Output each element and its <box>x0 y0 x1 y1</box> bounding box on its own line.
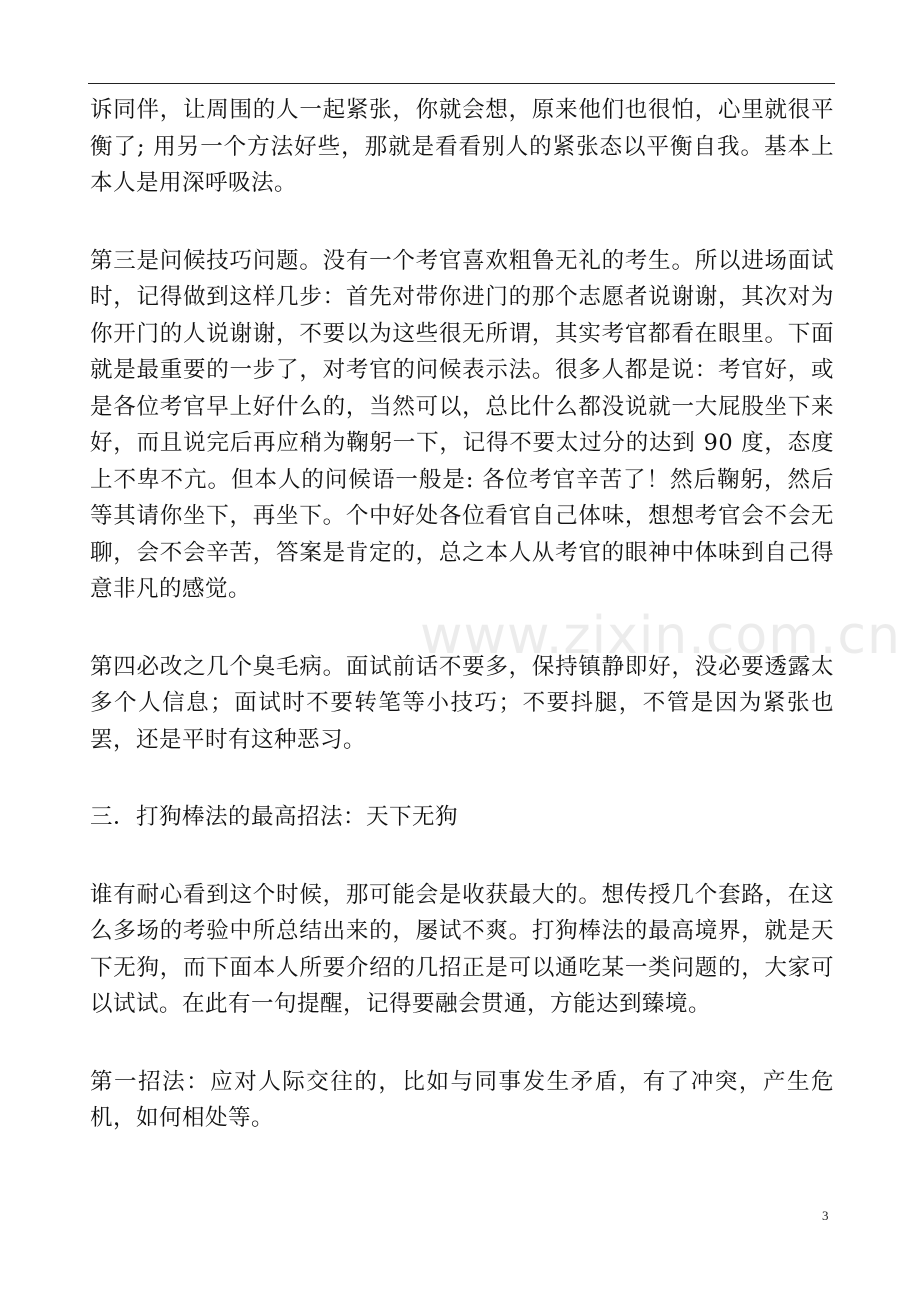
section-heading: 三．打狗棒法的最高招法：天下无狗 <box>90 804 459 830</box>
paragraph-greeting-skills: 第三是问候技巧问题。没有一个考官喜欢粗鲁无礼的考生。所以进场面试时，记得做到这样几步：首先对带你进门的那个志愿者说谢谢，其次对为你开门的人说谢谢，不要以为这些很无所谓，其实考官都看在眼里。下面就是最重要的一步了，对考官的问候表示法。很多人都是说：考官好，或是各位考官早上好什么的，当然可以，总比什么都没说就一大屁股坐下来好，而且说完后再应稍为鞠躬一下，记得不要太过分的达到 90 度，态度上不卑不亢。但本人的问候语一般是: 各位考官辛苦了！然后鞠躬，然后等其请你坐下，再坐下。个中好处各位看官自己体味，想想考官会不会无聊，会不会辛苦，答案是肯定的，总之本人从考官的眼神中体味到自己得意非凡的感觉。 <box>90 247 834 602</box>
header-rule <box>88 83 835 84</box>
paragraph-breathing: 诉同伴，让周围的人一起紧张，你就会想，原来他们也很怕，心里就很平衡了; 用另一个方法好些，那就是看看别人的紧张态以平衡自我。基本上本人是用深呼吸法。 <box>90 97 834 196</box>
paragraph-first-move: 第一招法：应对人际交往的，比如与同事发生矛盾，有了冲突，产生危机，如何相处等。 <box>90 1068 834 1131</box>
paragraph-bad-habits: 第四必改之几个臭毛病。面试前话不要多，保持镇静即好，没必要透露太多个人信息；面试时不要转笔等小技巧；不要抖腿，不管是因为紧张也罢，还是平时有这种恶习。 <box>90 653 834 753</box>
watermark: www.zixin.com.cn <box>420 606 901 666</box>
page-number: 3 <box>822 1208 829 1223</box>
body-text <box>90 92 834 1137</box>
paragraph-patience: 谁有耐心看到这个时候，那可能会是收获最大的。想传授几个套路，在这么多场的考验中所总结出来的，屡试不爽。打狗棒法的最高境界，就是天下无狗，而下面本人所要介绍的几招正是可以通吃某一类问题的，大家可以试试。在此有一句提醒，记得要融会贯通，方能达到臻境。 <box>90 881 834 1017</box>
